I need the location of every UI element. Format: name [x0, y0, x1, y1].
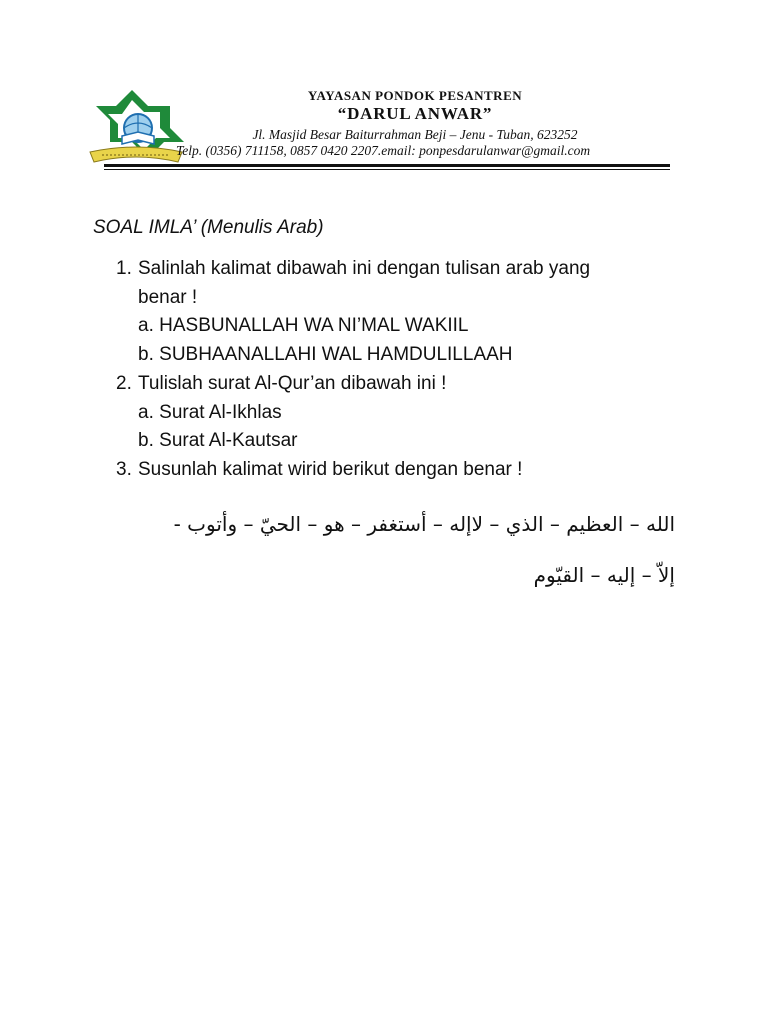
sub-item-text: HASBUNALLAH WA NI’MAL WAKIIL: [159, 315, 469, 337]
letterhead: [170, 88, 660, 144]
sub-item: [116, 427, 590, 456]
question-text: Susunlah kalimat wirid berikut dengan benar !: [138, 458, 523, 480]
page-title: SOAL IMLA’ (Menulis Arab): [93, 217, 324, 238]
contact-line: Telp. (0356) 711158, 0857 0420 2207.email: ponpesdarulanwar@gmail.com: [176, 143, 591, 158]
arabic-words-line-1: الله – العظيم – الذي – لاإله – أستغفر – هو – الحيّ – وأتوب -: [173, 512, 675, 536]
question-list: [116, 255, 590, 485]
sub-item-label: b.: [138, 430, 154, 452]
sub-item: [116, 399, 590, 428]
sub-item-label: b.: [138, 344, 154, 366]
sub-item-label: a.: [138, 315, 154, 337]
sub-item-text: SUBHAANALLAHI WAL HAMDULILLAAH: [159, 344, 513, 366]
organization-name: YAYASAN PONDOK PESANTREN: [307, 88, 523, 103]
question-text: Tulislah surat Al-Qur’an dibawah ini !: [138, 372, 447, 394]
question-item: [116, 255, 590, 284]
header-divider-thin: [104, 169, 670, 170]
question-text-continued: benar !: [138, 286, 198, 308]
question-text: Salinlah kalimat dibawah ini dengan tulisan arab yang: [138, 258, 591, 279]
question-number: 1.: [116, 258, 132, 279]
sub-item-label: a.: [138, 401, 154, 423]
sub-item-text: Surat Al-Kautsar: [159, 430, 298, 452]
sub-item: [116, 341, 590, 370]
sub-item-text: Surat Al-Ikhlas: [159, 401, 282, 423]
sub-item: [116, 312, 590, 341]
question-number: 2.: [116, 372, 132, 394]
header-divider-thick: [104, 164, 670, 167]
institution-name: “DARUL ANWAR”: [337, 104, 493, 123]
question-number: 3.: [116, 458, 132, 480]
arabic-words-line-2: إلاّ – إليه – القيّوم: [533, 563, 675, 587]
question-item: [116, 456, 590, 485]
address-line: Jl. Masjid Besar Baiturrahman Beji – Jenu - Tuban, 623252: [252, 127, 578, 142]
question-item: [116, 370, 590, 399]
